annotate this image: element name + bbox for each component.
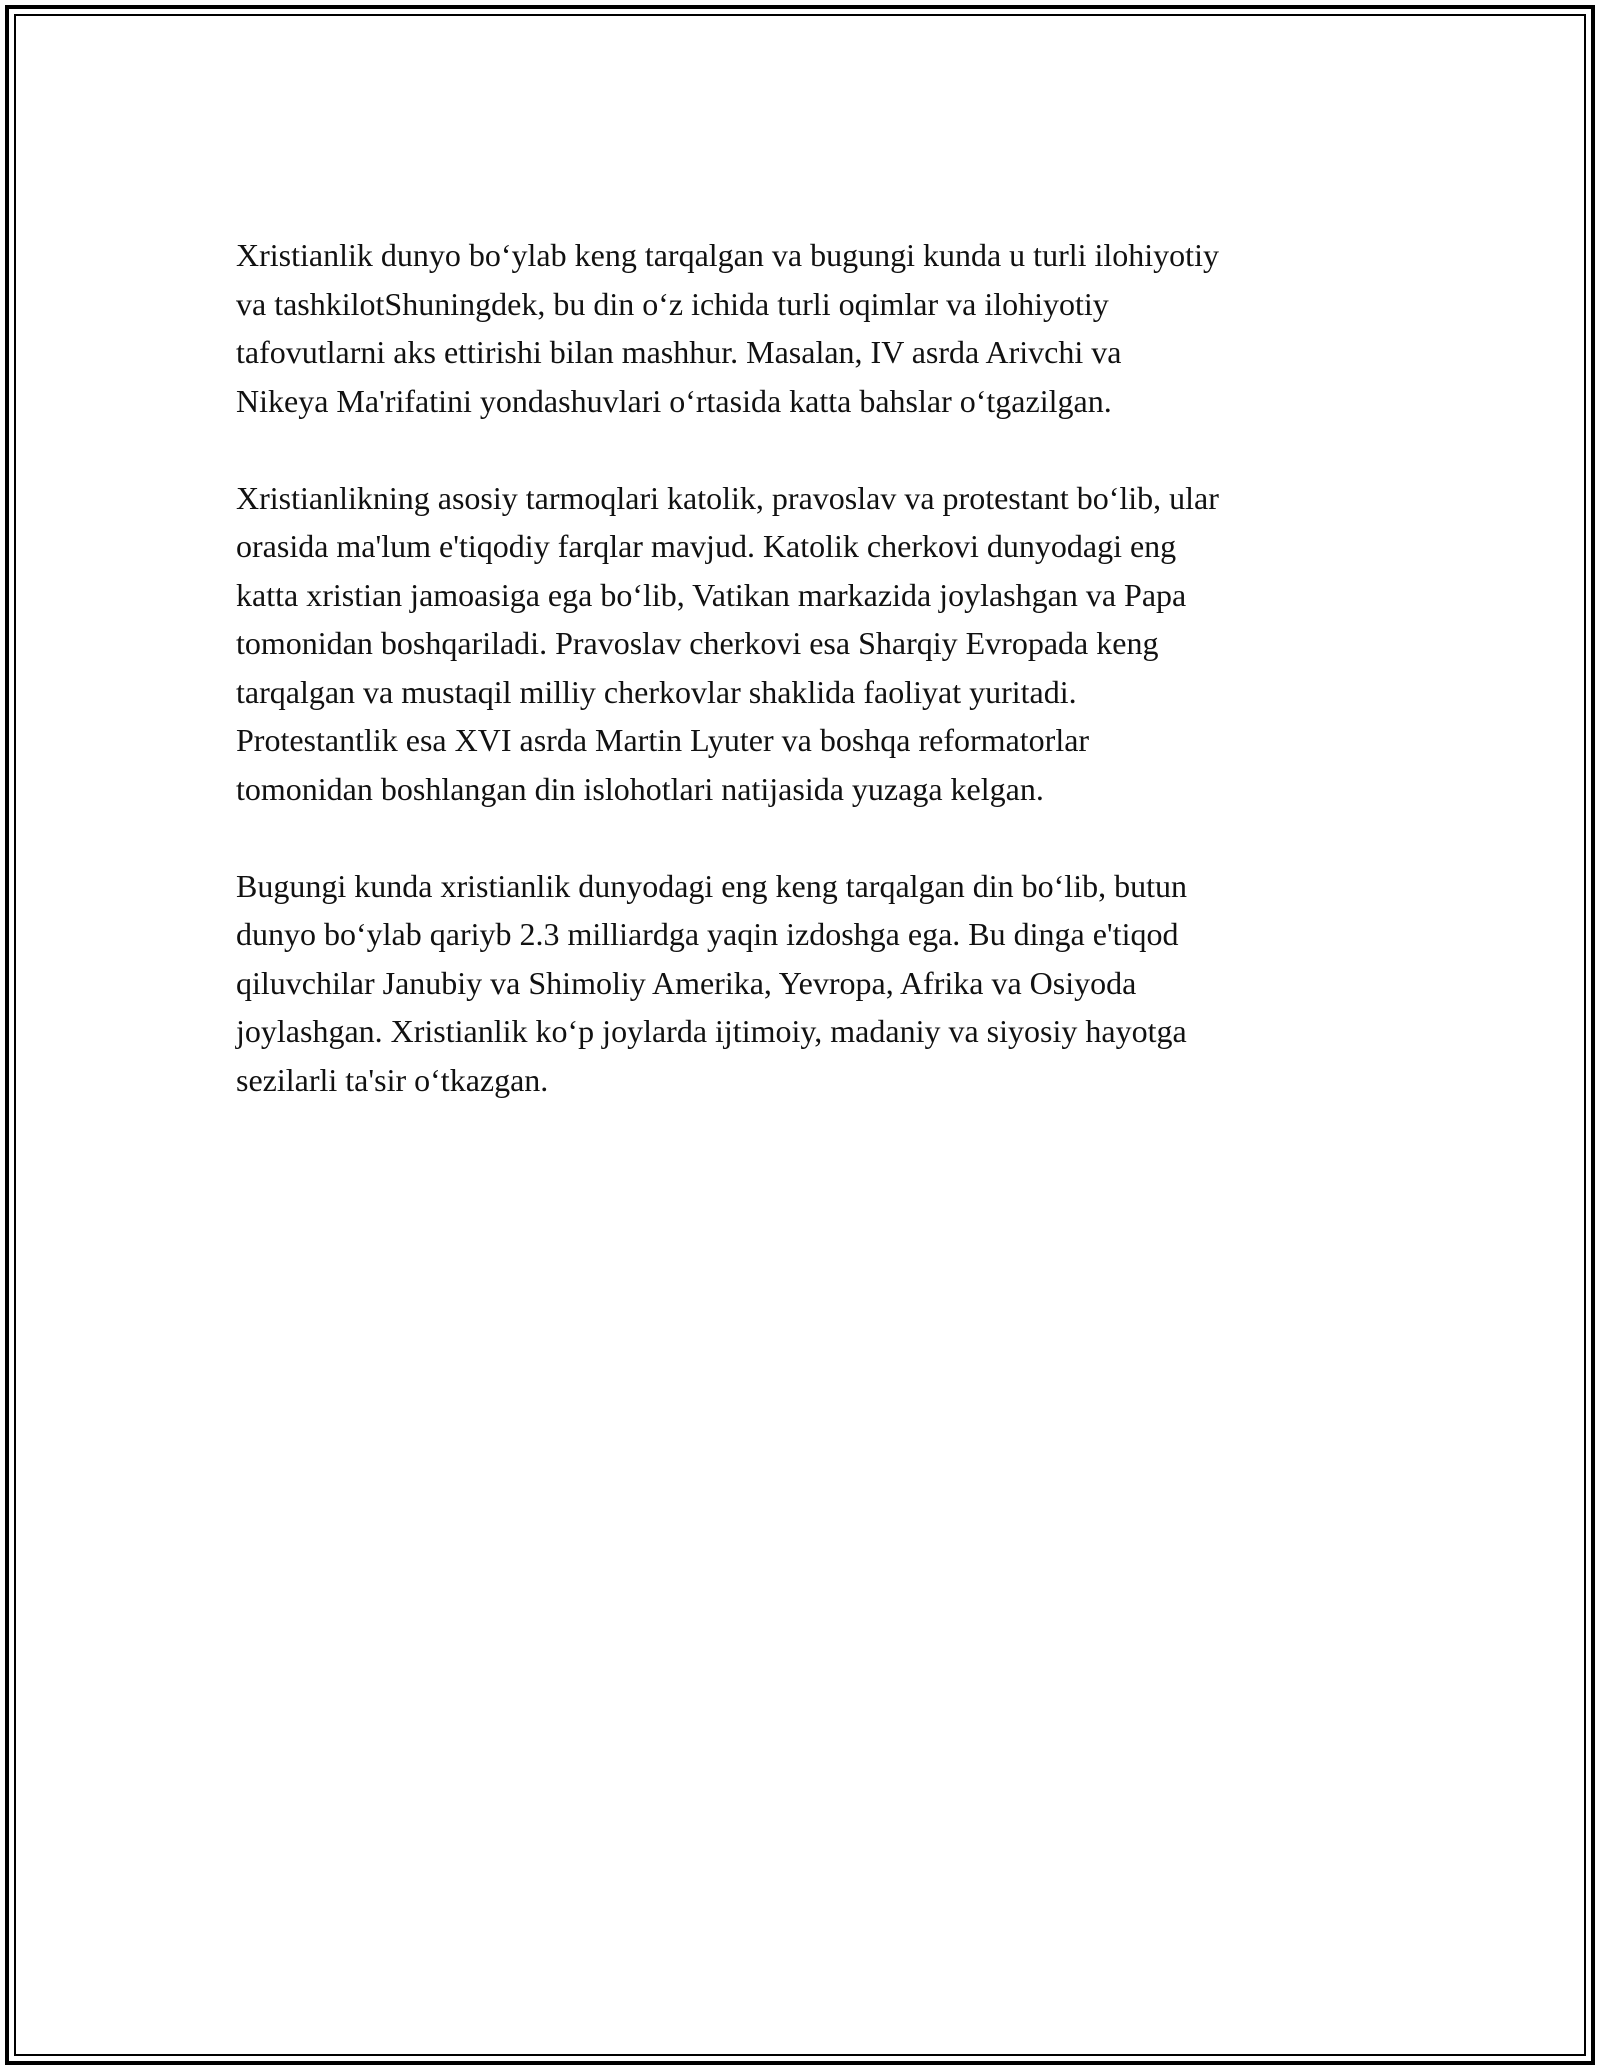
document-body bbox=[236, 231, 1376, 1153]
paragraph-line: tarqalgan va mustaqil milliy cherkovlar shaklida faoliyat yuritadi. bbox=[236, 673, 1077, 710]
paragraph-line: tomonidan boshqariladi. Pravoslav cherkovi esa Sharqiy Evropada keng bbox=[236, 625, 1159, 661]
paragraph-line: Bugungi kunda xristianlik dunyodagi eng keng tarqalgan din bo‘lib, butun bbox=[236, 867, 1187, 904]
paragraph-line: Nikeya Ma'rifatini yondashuvlari o‘rtasida katta bahslar o‘tgazilgan. bbox=[236, 382, 1112, 419]
paragraph-line: tafovutlarni aks ettirishi bilan mashhur. Masalan, IV asrda Arivchi va bbox=[236, 334, 1122, 370]
paragraph-2 bbox=[236, 474, 1376, 814]
paragraph-line: va tashkilotShuningdek, bu din o‘z ichida turli oqimlar va ilohiyotiy bbox=[236, 285, 1109, 322]
paragraph-3 bbox=[236, 862, 1376, 1105]
paragraph-line: katta xristian jamoasiga ega bo‘lib, Vatikan markazida joylashgan va Papa bbox=[236, 576, 1187, 613]
paragraph-line: joylashgan. Xristianlik ko‘p joylarda ijtimoiy, madaniy va siyosiy hayotga bbox=[236, 1013, 1187, 1049]
paragraph-line: tomonidan boshlangan din islohotlari natijasida yuzaga kelgan. bbox=[236, 770, 1044, 807]
paragraph-line: sezilarli ta'sir o‘tkazgan. bbox=[236, 1061, 549, 1098]
paragraph-line: Protestantlik esa XVI asrda Martin Lyuter va boshqa reformatorlar bbox=[236, 722, 1090, 758]
paragraph-1 bbox=[236, 231, 1376, 425]
paragraph-line: qiluvchilar Janubiy va Shimoliy Amerika, Yevropa, Afrika va Osiyoda bbox=[236, 964, 1137, 1001]
paragraph-line: Xristianlikning asosiy tarmoqlari katolik, pravoslav va protestant bo‘lib, ular bbox=[236, 479, 1219, 516]
paragraph-line: Xristianlik dunyo bo‘ylab keng tarqalgan va bugungi kunda u turli ilohiyotiy bbox=[236, 237, 1219, 273]
paragraph-line: orasida ma'lum e'tiqodiy farqlar mavjud. Katolik cherkovi dunyodagi eng bbox=[236, 528, 1177, 564]
paragraph-line: dunyo bo‘ylab qariyb 2.3 milliardga yaqin izdoshga ega. Bu dinga e'tiqod bbox=[236, 916, 1179, 952]
